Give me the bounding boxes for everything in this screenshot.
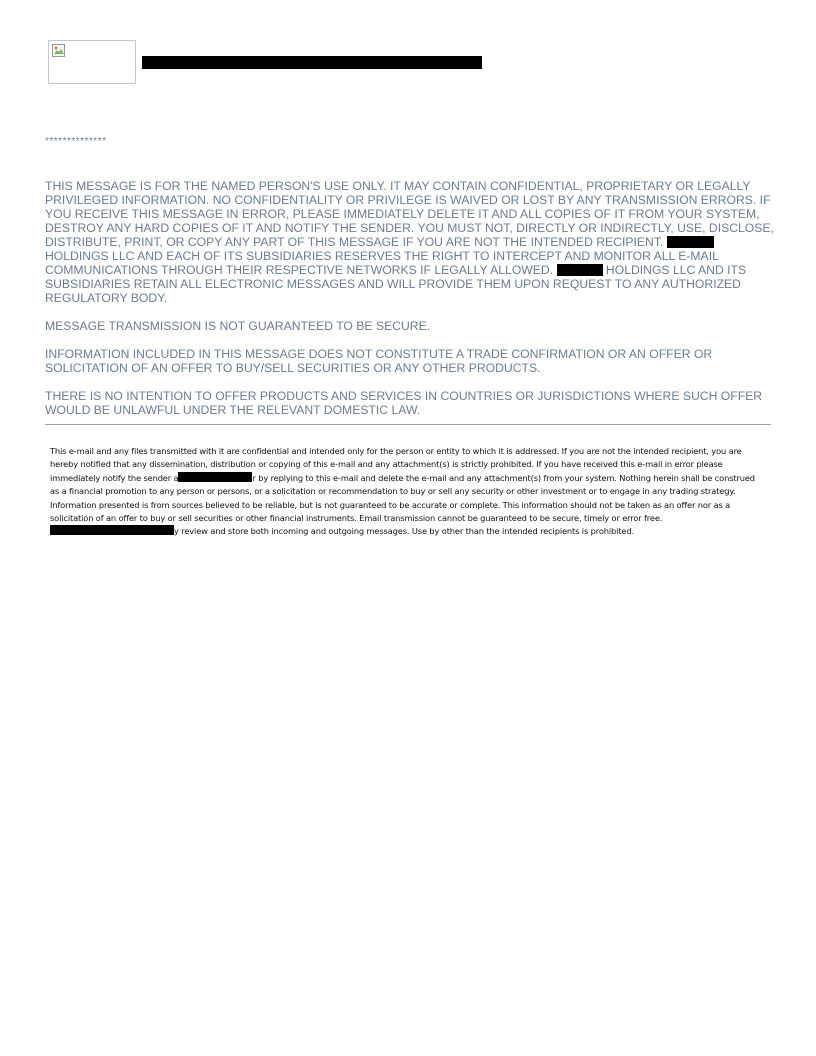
notice-p1-part-c: HOLDINGS LLC AND ITS SUBSIDIARIES RETAIN ALL ELECTRONIC MESSAGES AND WILL PROVIDE THEM UPON REQUEST TO ANY AUTHORIZED REGULATORY BODY. [45,263,747,305]
redacted-company-name [557,264,603,276]
email-signature-header [48,40,488,86]
confidentiality-notice [45,179,775,431]
horizontal-rule [45,424,771,425]
redacted-header-text [142,56,482,69]
broken-image-icon [52,44,66,58]
disclaimer-part-a: This e-mail and any files transmitted with it are confidential and intended only for the person or entity to which it is addressed. If you are not the intended recipient, you are hereby notified that any dissemination, distribution or copying of this e-mail and any attachment(s) is strictly prohibited. If you have received this e-mail in error please immediately notify the sender a [50,446,742,483]
notice-paragraph-3: INFORMATION INCLUDED IN THIS MESSAGE DOES NOT CONSTITUTE A TRADE CONFIRMATION OR AN OFFER OR SOLICITATION OF AN OFFER TO BUY/SELL SECURITIES OR ANY OTHER PRODUCTS. [45,347,713,375]
notice-paragraph-1 [45,179,775,305]
asterisk-separator: ************** [45,136,107,147]
notice-p1-part-a: THIS MESSAGE IS FOR THE NAMED PERSON'S USE ONLY. IT MAY CONTAIN CONFIDENTIAL, PROPRIETARY OR LEGALLY PRIVILEGED INFORMATION. NO CONFIDENTIALITY OR PRIVILEGE IS WAIVED OR LOST BY ANY TRANSMISSION ERRORS. IF YOU RECEIVE THIS MESSAGE IN ERROR, PLEASE IMMEDIATELY DELETE IT AND ALL COPIES OF IT FROM YOUR SYSTEM, DESTROY ANY HARD COPIES OF IT AND NOTIFY THE SENDER. YOU MUST NOT, DIRECTLY OR INDIRECTLY, USE, DISCLOSE, DISTRIBUTE, PRINT, OR COPY ANY PART OF THIS MESSAGE IF YOU ARE NOT THE INTENDED RECIPIENT. [45,179,774,249]
notice-p1-part-b: HOLDINGS LLC AND EACH OF ITS SUBSIDIARIES RESERVES THE RIGHT TO INTERCEPT AND MONITOR ALL E-MAIL COMMUNICATIONS THROUGH THEIR RESPECTIVE NETWORKS IF LEGALLY ALLOWED. [45,249,719,277]
notice-paragraph-2: MESSAGE TRANSMISSION IS NOT GUARANTEED TO BE SECURE. [45,319,431,333]
redacted-company-name [667,236,714,248]
disclaimer-part-c: y review and store both incoming and outgoing messages. Use by other than the intended recipients is prohibited. [174,526,634,537]
email-disclaimer [50,445,766,539]
notice-paragraph-4: THERE IS NO INTENTION TO OFFER PRODUCTS AND SERVICES IN COUNTRIES OR JURISDICTIONS WHERE SUCH OFFER WOULD BE UNLAWFUL UNDER THE RELEVANT DOMESTIC LAW. [45,389,763,417]
redacted-contact [178,472,252,482]
redacted-company-name [50,525,174,535]
disclaimer-part-b: r by replying to this e-mail and delete the e-mail and any attachment(s) from your system. Nothing herein shall be construed as a financial promotion to any person or persons, or a solicitation or recommendation to buy or sell any security or other investment or to engage in any trading strategy. Information presented is from sources believed to be reliable, but is not guaranteed to be accurate or complete. This information should not be taken as an offer nor as a solicitation of an offer to buy or sell securities or other financial instruments. Email transmission cannot be guaranteed to be secure, timely or error free. [50,472,755,524]
broken-image-placeholder [48,40,136,84]
